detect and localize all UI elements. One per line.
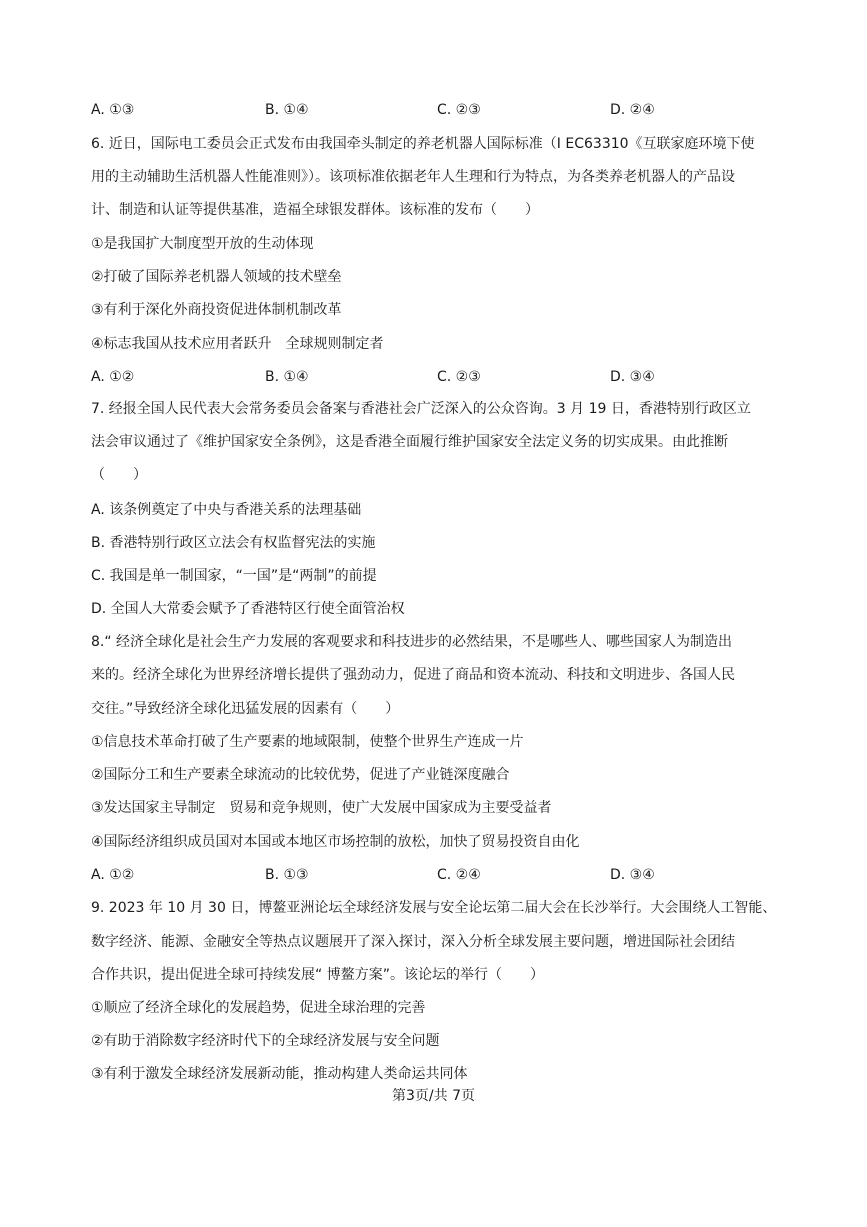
q8-options [91,865,791,885]
q7-stem-line-2: 法会审议通过了《维护国家安全条例》，这是香港全面履行维护国家安全法定义务的切实成果。由此推断 [91,434,728,450]
q5-option-a: A. ①③ [91,102,135,118]
page-footer: 第3页/共 7页 [392,1088,475,1104]
q7-choice-b: B. 香港特别行政区立法会有权监督宪法的实施 [91,535,376,551]
q6-stem-line-3: 计、制造和认证等提供基准，造福全球银发群体。该标准的发布（ ） [91,202,539,218]
q6-statement-2: ②打破了国际养老机器人领域的技术壁垒 [91,269,342,285]
q6-options [91,367,791,387]
q8-option-b: B. ①③ [265,867,309,883]
q9-stem-line-2: 数字经济、能源、金融安全等热点议题展开了深入探讨，深入分析全球发展主要问题，增进国际社会团结 [91,934,735,950]
q9-stem-line-3: 合作共识，提出促进全球可持续发展“ 博鳌方案”。该论坛的举行（ ） [91,967,544,983]
q8-stem-line-2: 来的。经济全球化为世界经济增长提供了强劲动力，促进了商品和资本流动、科技和文明进步、各国人民 [91,667,735,683]
q7-choice-d: D. 全国人大常委会赋予了香港特区行使全面管治权 [91,601,405,617]
q7-choice-c: C. 我国是单一制国家，“一国”是“两制”的前提 [91,568,377,584]
q9-statement-1: ①顺应了经济全球化的发展趋势，促进全球治理的完善 [91,1000,426,1016]
q5-option-d: D. ②④ [610,102,655,118]
q9-statement-3: ③有利于激发全球经济发展新动能，推动构建人类命运共同体 [91,1066,468,1082]
q6-statement-3: ③有利于深化外商投资促进体制机制改革 [91,302,342,318]
q8-option-c: C. ②④ [437,867,481,883]
q6-option-d: D. ③④ [610,369,655,385]
q9-stem-line-1: 9. 2023 年 10 月 30 日，博鳌亚洲论坛全球经济发展与安全论坛第二届大会在长沙举行。大会围绕人工智能、 [91,900,777,916]
q6-option-b: B. ①④ [265,369,309,385]
q8-statement-1: ①信息技术革命打破了生产要素的地域限制，使整个世界生产连成一片 [91,734,524,750]
q8-stem-line-1: 8.“ 经济全球化是社会生产力发展的客观要求和科技进步的必然结果，不是哪些人、哪些国家人为制造出 [91,634,733,650]
q5-option-b: B. ①④ [265,102,309,118]
q6-option-a: A. ①② [91,369,135,385]
q8-stem-line-3: 交往。”导致经济全球化迅猛发展的因素有（ ） [91,701,400,717]
q8-statement-4: ④国际经济组织成员国对本国或本地区市场控制的放松，加快了贸易投资自由化 [91,834,580,850]
q7-stem-line-1: 7. 经报全国人民代表大会常务委员会备案与香港社会广泛深入的公众咨询。3 月 19 日，香港特别行政区立 [91,401,751,417]
q6-statement-4: ④标志我国从技术应用者跃升 全球规则制定者 [91,336,384,352]
q5-options [91,100,791,120]
q7-choice-a: A. 该条例奠定了中央与香港关系的法理基础 [91,502,362,518]
q9-statement-2: ②有助于消除数字经济时代下的全球经济发展与安全问题 [91,1033,440,1049]
q6-option-c: C. ②③ [437,369,481,385]
q6-stem-line-2: 用的主动辅助生活机器人性能准则》）。该项标准依据老年人生理和行为特点，为各类养老机器人的产品设 [91,169,735,185]
q8-statement-2: ②国际分工和生产要素全球流动的比较优势，促进了产业链深度融合 [91,767,510,783]
q6-statement-1: ①是我国扩大制度型开放的生动体现 [91,236,314,252]
q6-stem-line-1: 6. 近日，国际电工委员会正式发布由我国牵头制定的养老机器人国际标准（I EC63310《互联家庭环境下使 [91,136,755,152]
q8-option-a: A. ①② [91,867,135,883]
q8-statement-3: ③发达国家主导制定 贸易和竞争规则，使广大发展中国家成为主要受益者 [91,800,552,816]
q8-option-d: D. ③④ [610,867,655,883]
q7-stem-line-3: （ ） [91,467,147,483]
q5-option-c: C. ②③ [437,102,481,118]
